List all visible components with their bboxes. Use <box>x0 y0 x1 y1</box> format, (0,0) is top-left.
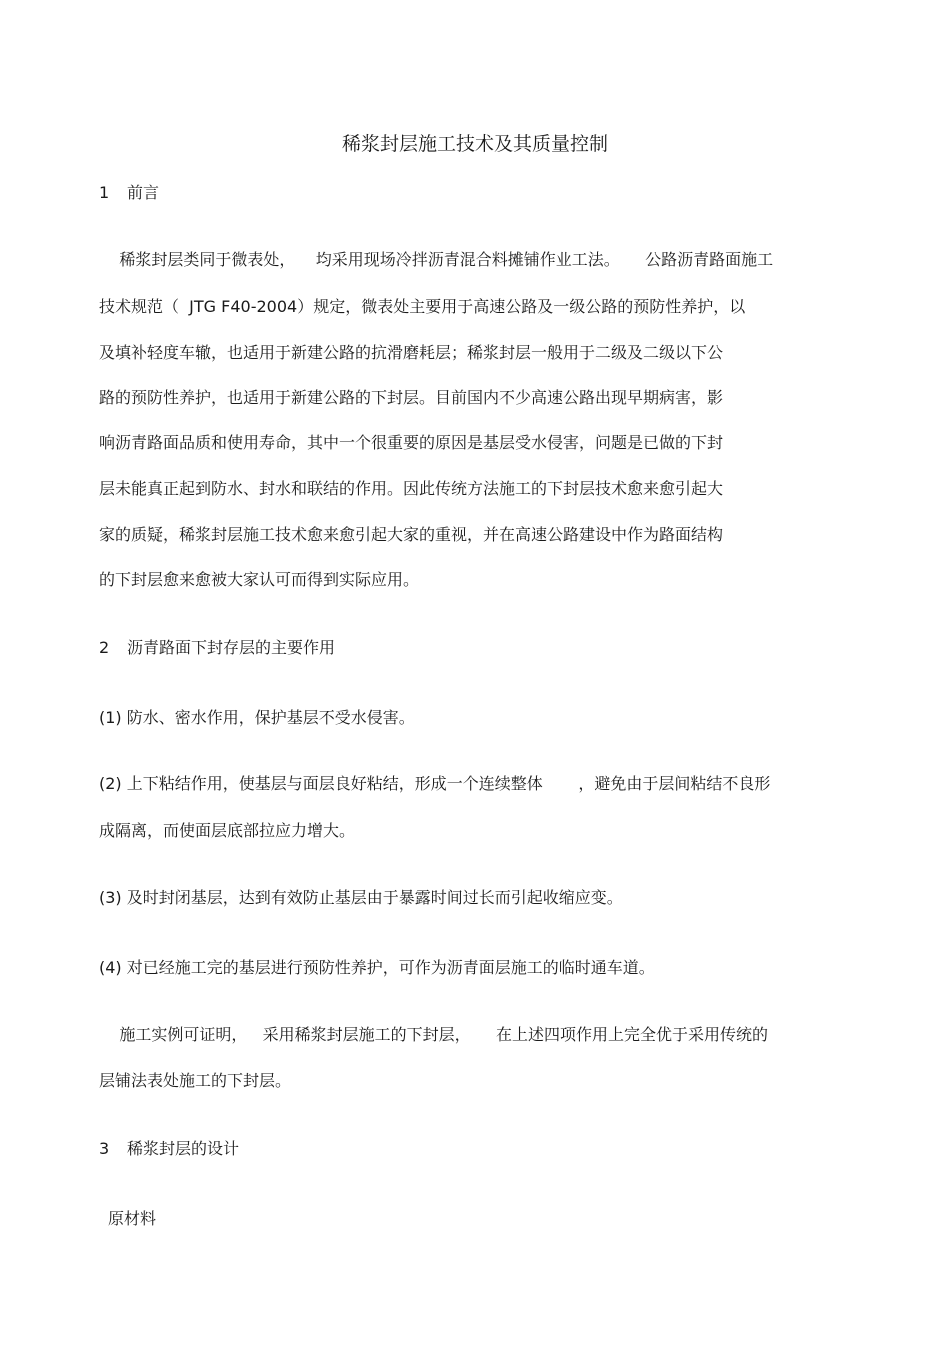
paragraph-line: 路的预防性养护，也适用于新建公路的下封层。目前国内不少高速公路出现早期病害，影 <box>99 388 724 407</box>
list-item-1: (1) 防水、密水作用，保护基层不受水侵害。 <box>99 708 415 727</box>
paragraph-line: 稀浆封层类同于微表处， 均采用现场冷拌沥青混合料摊铺作业工法。 公路沥青路面施工 <box>99 250 774 269</box>
list-item-4: (4) 对已经施工完的基层进行预防性养护，可作为沥青面层施工的临时通车道。 <box>99 958 655 977</box>
section-1-title: 前言 <box>127 183 160 202</box>
section-1-heading <box>99 182 159 204</box>
section-3-title: 稀浆封层的设计 <box>127 1139 240 1158</box>
conclusion-line-1: 施工实例可证明， 采用稀浆封层施工的下封层， 在上述四项作用上完全优于采用传统的 <box>99 1025 769 1044</box>
conclusion-line-2: 层铺法表处施工的下封层。 <box>99 1071 292 1090</box>
paragraph-line: 层未能真正起到防水、封水和联结的作用。因此传统方法施工的下封层技术愈来愈引起大 <box>99 479 724 498</box>
section-3-number: 3 <box>99 1139 110 1158</box>
list-item-2-line-2: 成隔离，而使面层底部拉应力增大。 <box>99 821 356 840</box>
list-item-2-line-1: (2) 上下粘结作用，使基层与面层良好粘结，形成一个连续整体 ，避免由于层间粘结不良形 <box>99 774 771 793</box>
section-2-number: 2 <box>99 638 110 657</box>
paragraph-line: 家的质疑，稀浆封层施工技术愈来愈引起大家的重视，并在高速公路建设中作为路面结构 <box>99 525 724 544</box>
section-2-title: 沥青路面下封存层的主要作用 <box>127 638 336 657</box>
paragraph-line: 的下封层愈来愈被大家认可而得到实际应用。 <box>99 570 420 589</box>
section-1-number: 1 <box>99 183 110 202</box>
paragraph-line: 技术规范（ JTG F40-2004）规定，微表处主要用于高速公路及一级公路的预防性养护，以 <box>99 297 746 316</box>
list-item-3: (3) 及时封闭基层，达到有效防止基层由于暴露时间过长而引起收缩应变。 <box>99 888 623 907</box>
subheading-raw-materials: 原材料 <box>108 1209 157 1228</box>
paragraph-line: 及填补轻度车辙，也适用于新建公路的抗滑磨耗层；稀浆封层一般用于二级及二级以下公 <box>99 343 724 362</box>
section-3-heading <box>99 1138 239 1160</box>
section-2-heading <box>99 637 335 659</box>
document-title: 稀浆封层施工技术及其质量控制 <box>341 133 608 155</box>
paragraph-line: 响沥青路面品质和使用寿命，其中一个很重要的原因是基层受水侵害，问题是已做的下封 <box>99 433 724 452</box>
